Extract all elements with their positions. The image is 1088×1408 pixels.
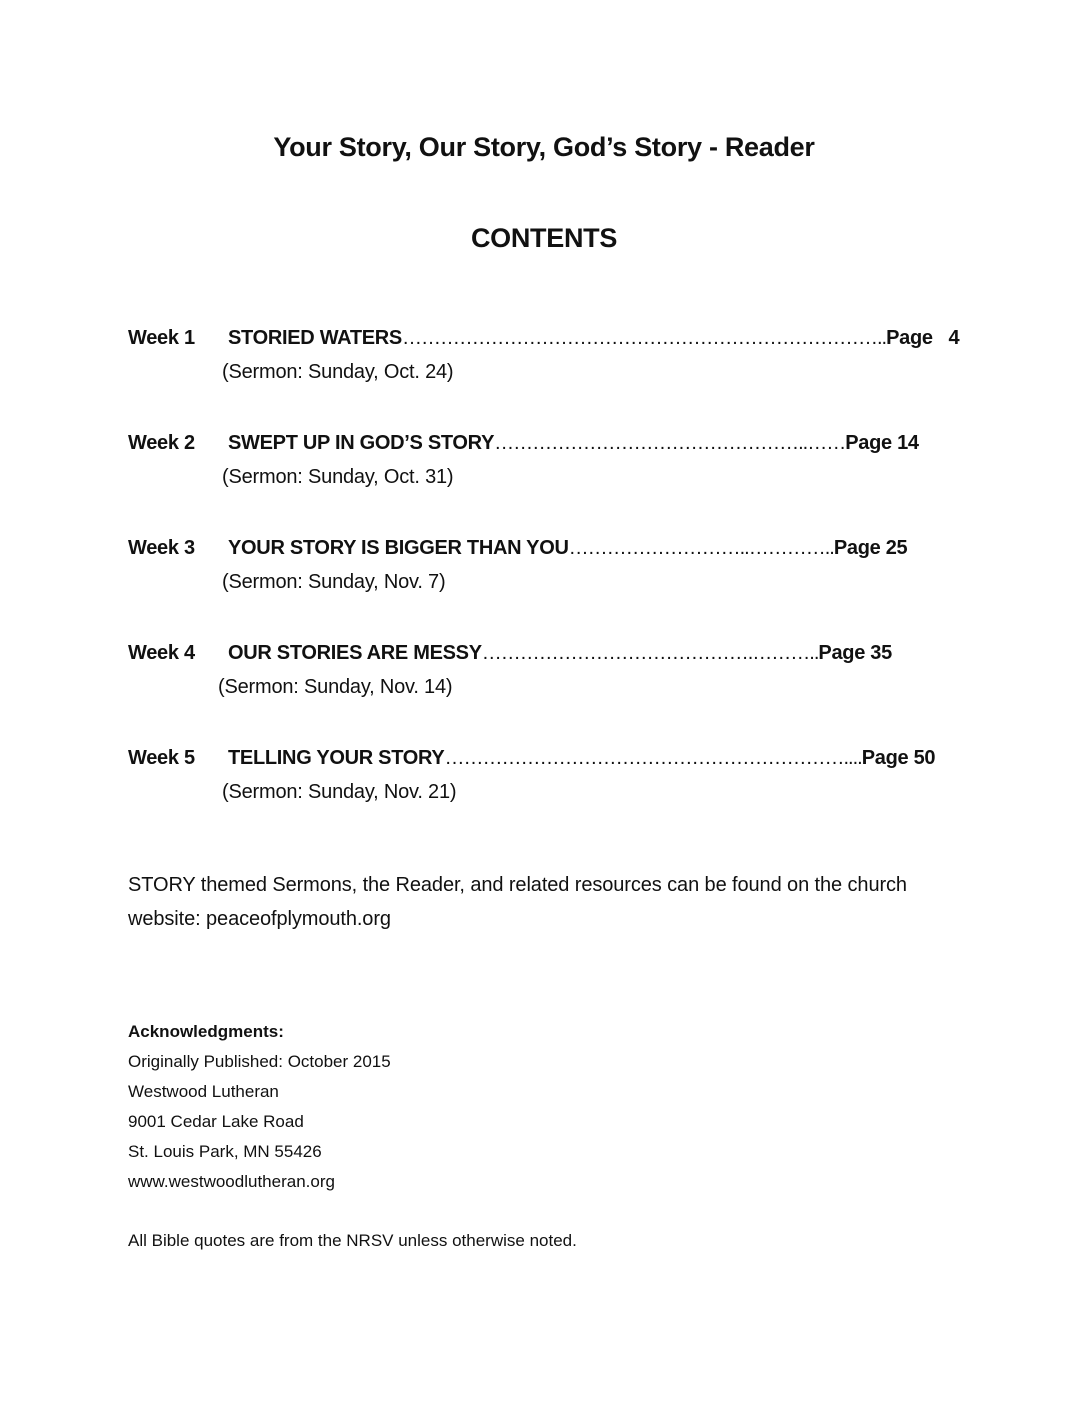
ack-line-church: Westwood Lutheran bbox=[128, 1082, 279, 1101]
toc-sermon-date: (Sermon: Sunday, Nov. 14) bbox=[218, 676, 453, 698]
toc-leader-dots: ………………………..………….. bbox=[568, 537, 834, 559]
bible-note: All Bible quotes are from the NRSV unless otherwise noted. bbox=[128, 1231, 577, 1250]
toc-line bbox=[128, 642, 892, 665]
toc-page-number: Page 4 bbox=[886, 327, 960, 349]
toc-week-label: Week 1 bbox=[128, 327, 195, 349]
toc-week-label: Week 4 bbox=[128, 642, 195, 664]
website-note: STORY themed Sermons, the Reader, and related resources can be found on the church website: peaceofplymouth.org bbox=[128, 874, 907, 930]
toc-line bbox=[128, 327, 959, 350]
acknowledgments-heading: Acknowledgments: bbox=[128, 1022, 284, 1041]
toc-line bbox=[128, 537, 907, 560]
toc-leader-dots: ……………………………………………………….... bbox=[444, 747, 862, 769]
toc-entry-week-5 bbox=[128, 747, 936, 827]
toc-page-number: Page 35 bbox=[818, 642, 892, 664]
acknowledgments bbox=[128, 1017, 391, 1197]
toc-week-label: Week 3 bbox=[128, 537, 195, 559]
ack-line-website: www.westwoodlutheran.org bbox=[128, 1172, 335, 1191]
toc-line bbox=[128, 432, 919, 455]
toc-leader-dots: …………………………………………..…… bbox=[494, 432, 846, 454]
toc-sermon-date: (Sermon: Sunday, Oct. 31) bbox=[222, 466, 454, 488]
ack-line-street: 9001 Cedar Lake Road bbox=[128, 1112, 304, 1131]
toc-title: SWEPT UP IN GOD’S STORY bbox=[228, 432, 495, 454]
toc-entry-week-1 bbox=[128, 327, 960, 407]
toc-title: STORIED WATERS bbox=[228, 327, 402, 349]
contents-heading: CONTENTS bbox=[470, 223, 618, 253]
toc-sermon-date: (Sermon: Sunday, Nov. 7) bbox=[222, 571, 446, 593]
ack-line-city: St. Louis Park, MN 55426 bbox=[128, 1142, 322, 1161]
toc-entry-week-4 bbox=[128, 642, 928, 722]
toc-leader-dots: ………………………………………………………………….. bbox=[401, 327, 887, 349]
toc-sermon-date: (Sermon: Sunday, Oct. 24) bbox=[222, 361, 454, 383]
toc-title: OUR STORIES ARE MESSY bbox=[228, 642, 482, 664]
toc-sermon-date: (Sermon: Sunday, Nov. 21) bbox=[222, 781, 457, 803]
toc-line bbox=[128, 747, 935, 770]
toc-entry-week-3 bbox=[128, 537, 928, 617]
toc-page-number: Page 14 bbox=[845, 432, 919, 454]
toc-page-number: Page 50 bbox=[861, 747, 936, 769]
toc-page-number: Page 25 bbox=[833, 537, 908, 559]
toc-week-label: Week 2 bbox=[128, 432, 195, 454]
toc-title: YOUR STORY IS BIGGER THAN YOU bbox=[228, 537, 569, 559]
toc-entry-week-2 bbox=[128, 432, 928, 512]
document-title: Your Story, Our Story, God’s Story - Reader bbox=[273, 132, 815, 162]
toc-week-label: Week 5 bbox=[128, 747, 195, 769]
ack-line-published: Originally Published: October 2015 bbox=[128, 1052, 391, 1071]
toc-leader-dots: …………………………………….……….. bbox=[481, 642, 819, 664]
toc-title: TELLING YOUR STORY bbox=[228, 747, 445, 769]
